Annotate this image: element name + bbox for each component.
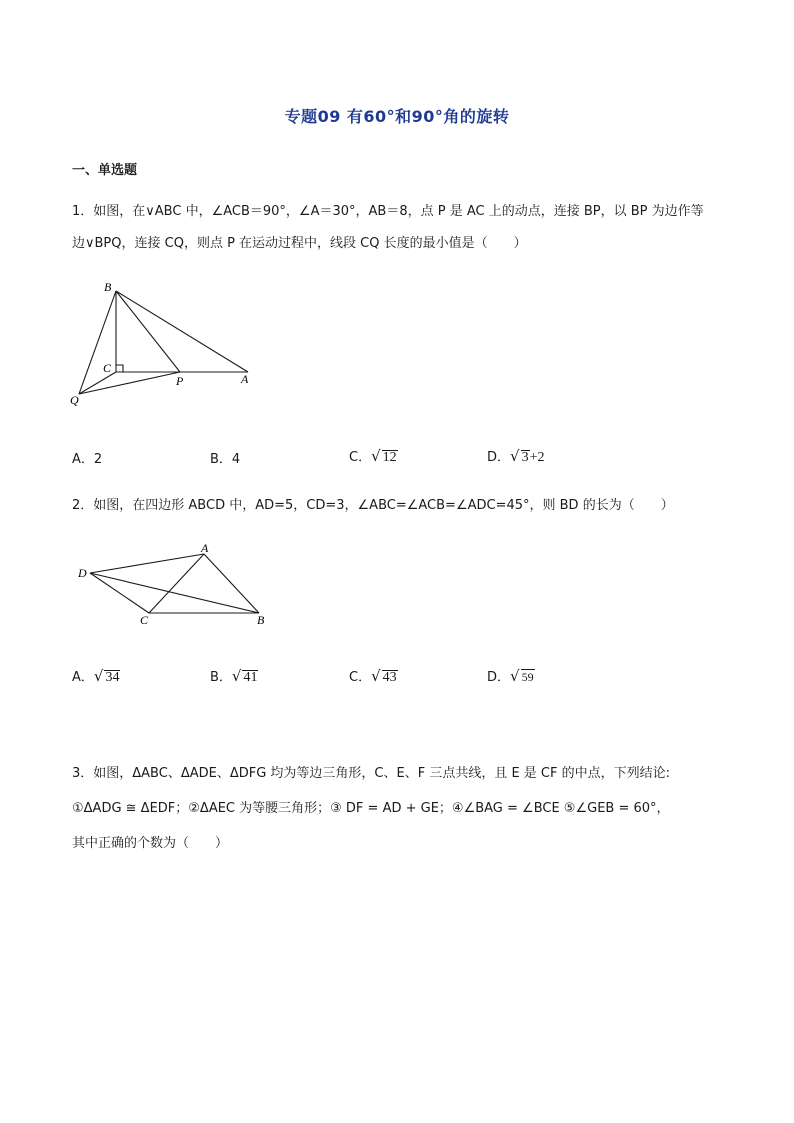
label-a: A: [201, 541, 209, 555]
label-c: C: [103, 361, 112, 375]
q1-option-b[interactable]: B．4: [210, 452, 241, 467]
label-c: C: [140, 613, 149, 627]
label-p: P: [176, 374, 184, 388]
segment-da: [90, 554, 204, 573]
segment-dc: [90, 573, 149, 613]
question-2-text: [72, 490, 732, 522]
q2-option-a[interactable]: A．√ 34: [72, 667, 120, 685]
sqrt-icon: √: [510, 667, 520, 685]
question-3-line-3: 其中正确的个数为（ ）: [72, 836, 229, 851]
question-3-line-1: 3．如图，ΔABC、ΔADE、ΔDFG 均为等边三角形，C、E、F 三点共线，且 E 是 CF 的中点，下列结论:: [72, 766, 671, 781]
sqrt-icon: √: [93, 667, 104, 685]
label-b: B: [257, 613, 265, 627]
q1-option-c[interactable]: C．√ 12: [349, 447, 397, 465]
question-1-line-2: 边∨BPQ，连接 CQ，则点 P 在运动过程中，线段 CQ 长度的最小值是（ ）: [72, 236, 527, 251]
segment-bp: [116, 291, 180, 372]
sqrt-icon: √: [231, 667, 242, 685]
segment-bq: [79, 291, 116, 394]
segment-qc: [79, 372, 116, 394]
segment-db: [90, 573, 259, 613]
sqrt-icon: √: [510, 447, 520, 465]
segment-qp: [79, 372, 180, 394]
q2-option-b[interactable]: B．√ 41: [210, 667, 258, 685]
label-d: D: [78, 566, 87, 580]
segment-ab: [204, 554, 259, 613]
segment-ca: [149, 554, 204, 613]
sqrt-icon: √: [371, 667, 381, 685]
question-3-text: [72, 756, 732, 861]
question-3-line-2: ①ΔADG ≅ ΔEDF；②ΔAEC 为等腰三角形；③ DF = AD + GE；④∠BAG = ∠BCE ⑤∠GEB = 60°，: [72, 801, 670, 816]
question-1-figure: [60, 276, 270, 411]
segment-ba: [116, 291, 248, 372]
page-title: 专题09 有60°和90°角的旋转: [284, 107, 510, 126]
question-2-line-1: 2．如图，在四边形 ABCD 中，AD=5，CD=3，∠ABC=∠ACB=∠ADC=45°，则 BD 的长为（ ）: [72, 498, 674, 513]
label-b: B: [104, 280, 112, 294]
sqrt-icon: √: [371, 447, 381, 465]
question-1-line-1: 1．如图，在∨ABC 中，∠ACB＝90°，∠A＝30°，AB＝8，点 P 是 AC 上的动点，连接 BP，以 BP 为边作等: [72, 204, 704, 219]
q2-option-d[interactable]: D．√ 59: [487, 667, 534, 685]
question-1-text: [72, 196, 732, 260]
q1-option-d[interactable]: D．√ 3+2: [487, 447, 545, 465]
label-a: A: [241, 372, 249, 386]
right-angle-mark: [116, 365, 123, 372]
q2-option-c[interactable]: C．√ 43: [349, 667, 397, 685]
question-2-figure: [70, 540, 280, 630]
section-heading: 一、单选题: [72, 163, 138, 178]
q1-option-a[interactable]: A．2: [72, 452, 103, 467]
label-q: Q: [70, 393, 79, 407]
